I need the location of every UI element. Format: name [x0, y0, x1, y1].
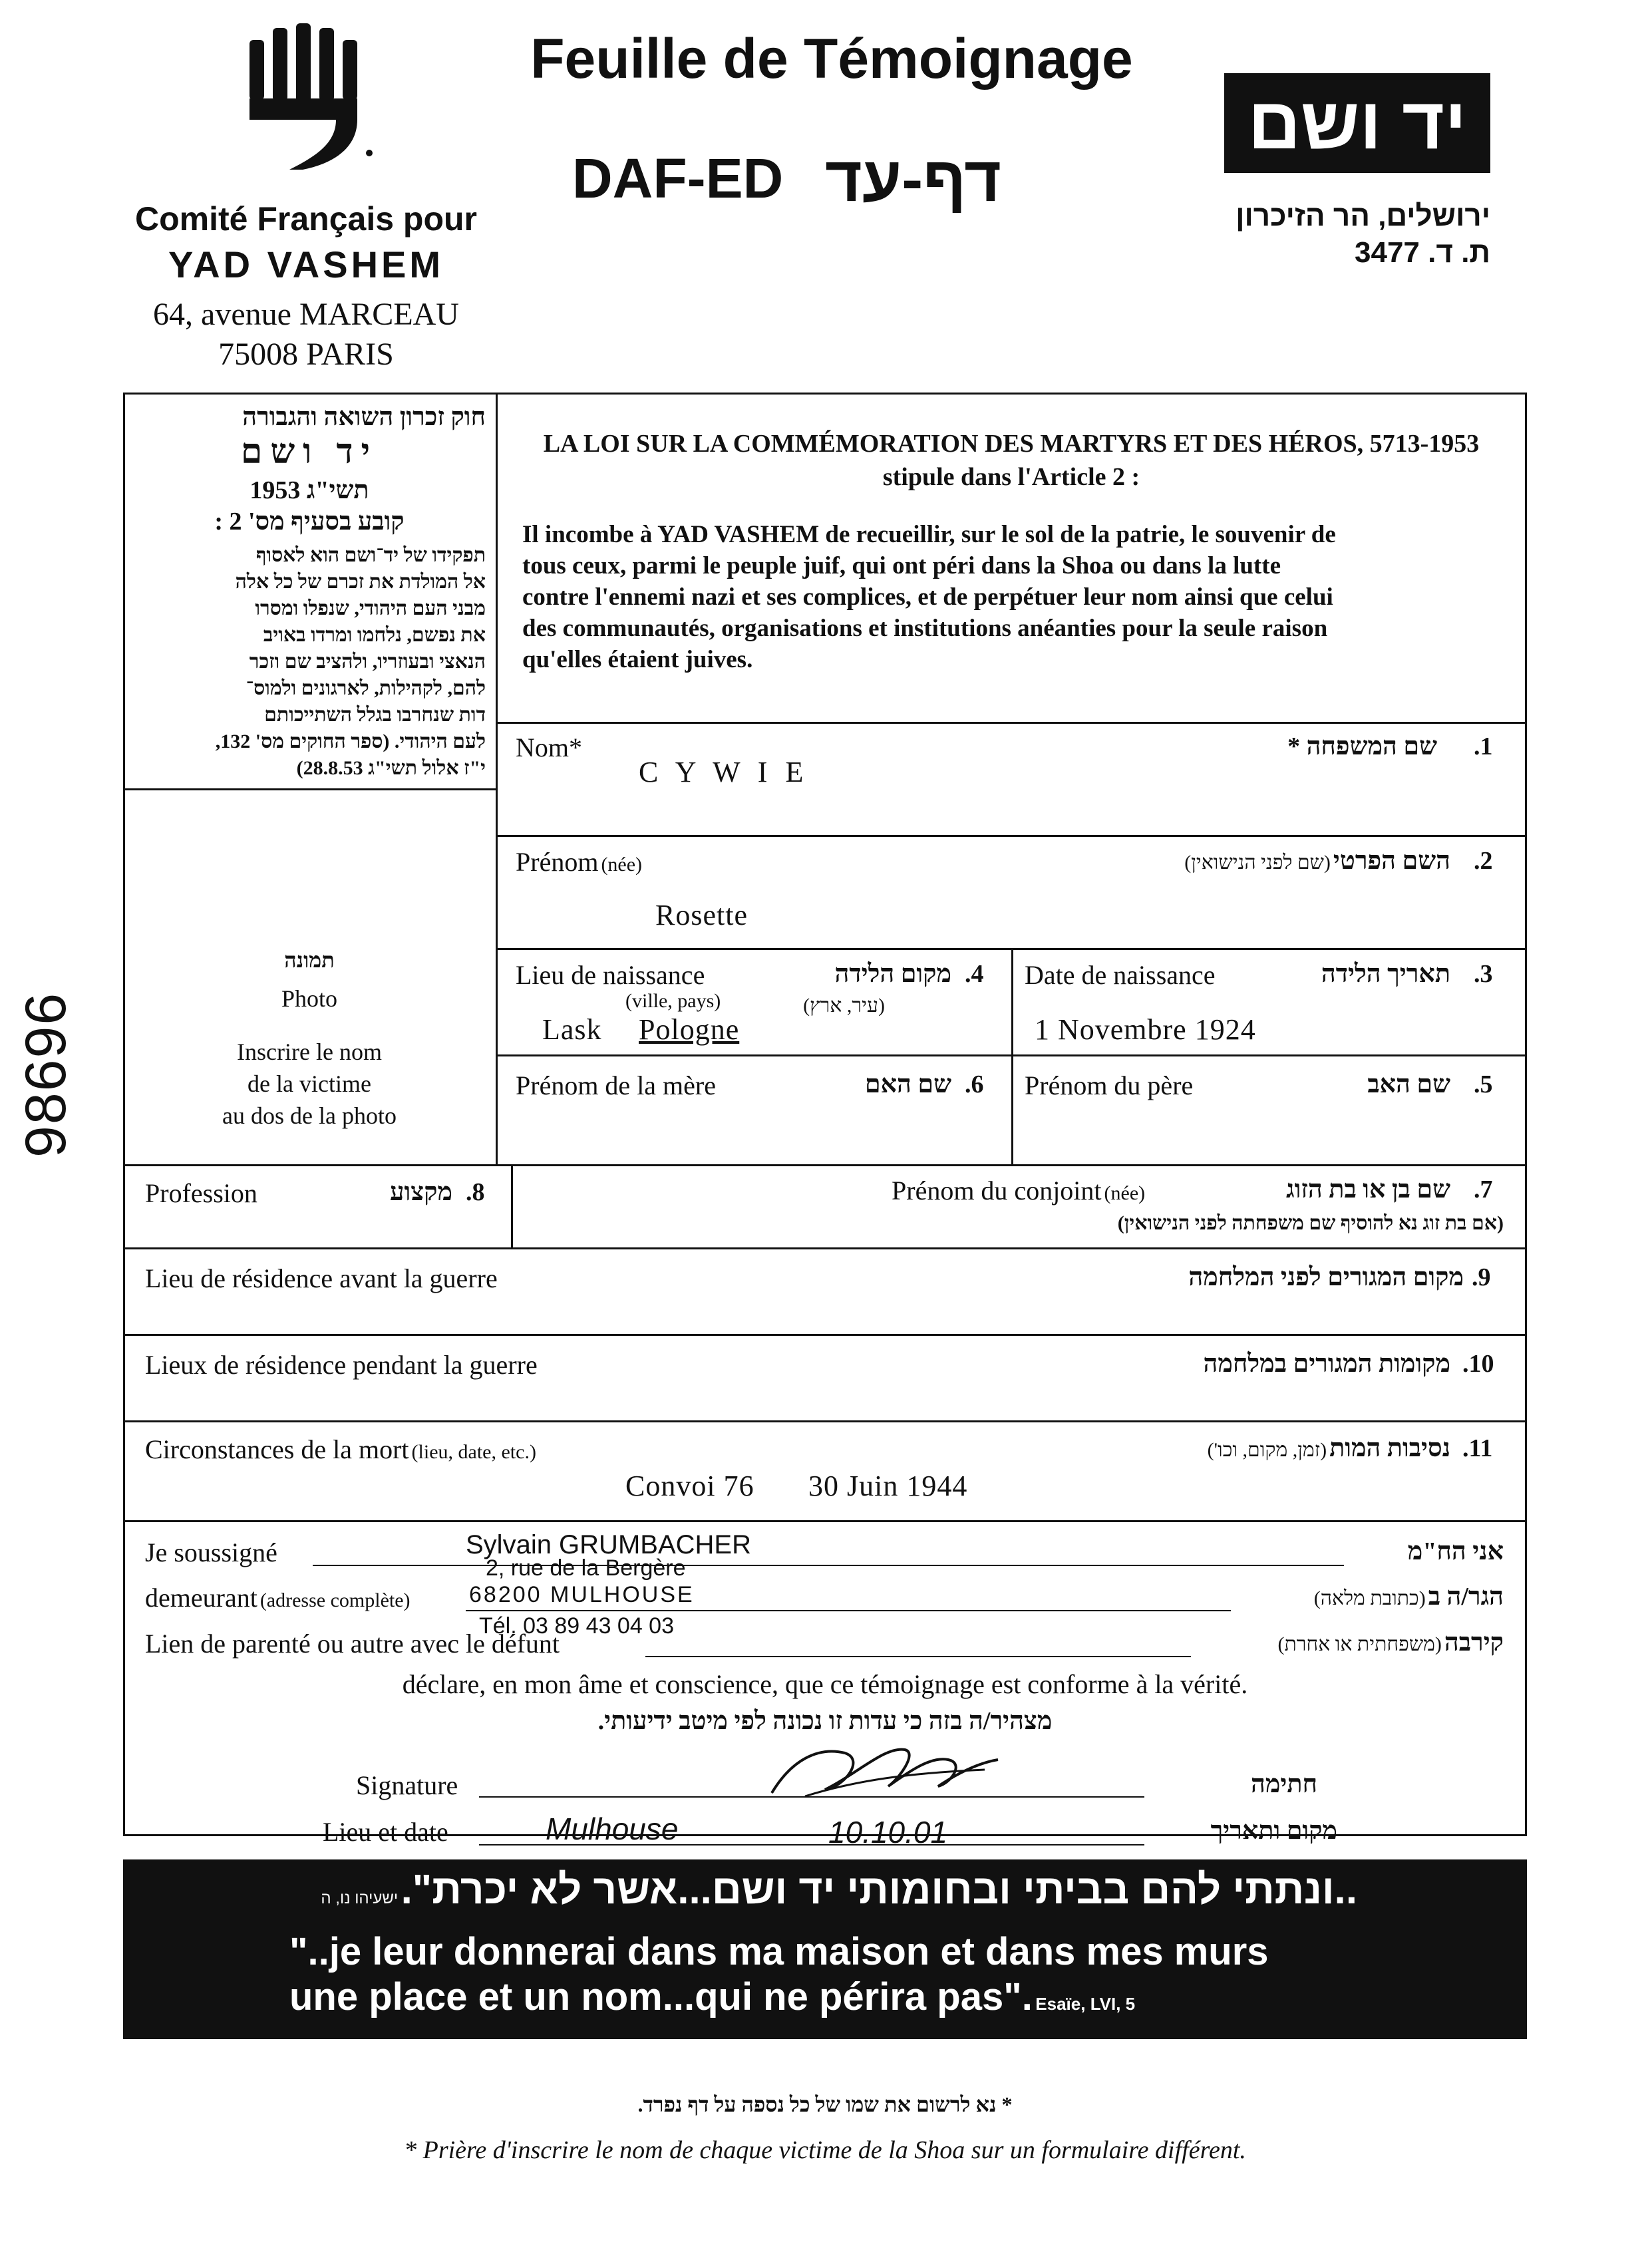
law-fr-title: LA LOI SUR LA COMMÉMORATION DES MARTYRS ET DES HÉROS, 5713-1953	[543, 430, 1480, 458]
yad-vashem-logo: יד ושם	[1224, 73, 1490, 173]
law-heb-title1: חוק זכרון השואה והגבורה	[242, 403, 486, 431]
lieu-date-label: Lieu et date	[323, 1817, 448, 1847]
prenom-num: .2	[1474, 847, 1493, 875]
demeurant-label: demeurant	[145, 1583, 257, 1613]
lieu-naissance-num: .4	[965, 960, 984, 988]
lieu-naissance-heb: מקום הלידה	[834, 960, 951, 988]
demeurant-heb-small: (כתובת מלאה)	[1313, 1587, 1426, 1609]
banner-heb-ref: ישעיהו נו, ה	[321, 1889, 399, 1907]
form-subtitle-latin: DAF-ED	[572, 147, 784, 210]
prenom-heb-group	[998, 846, 1450, 876]
prenom-pere-heb: שם האב	[1367, 1070, 1450, 1098]
declare-fr: déclare, en mon âme et conscience, que ce témoignage est conforme à la vérité.	[402, 1669, 1248, 1699]
lieu-naissance-city: Lask	[542, 1013, 602, 1046]
law-fr-stipule: stipule dans l'Article 2 :	[882, 463, 1140, 491]
footer-heb: * נא לרשום את שמו של כל נספה על דף נפרד.	[637, 2092, 1013, 2116]
lieu-naissance-heb-small: (עיר, ארץ)	[803, 995, 885, 1017]
law-heb-stipule: קובע בסעיף מס' 2 :	[214, 508, 405, 536]
declarant-place: Mulhouse	[546, 1812, 679, 1846]
circonstances-label-group	[145, 1434, 536, 1465]
form-subtitle-hebrew: דף-עד	[825, 144, 1001, 215]
form-title: Feuille de Témoignage	[530, 27, 1133, 90]
law-heb-title2: יד ושם	[240, 433, 379, 471]
circonstances-label: Circonstances de la mort	[145, 1434, 409, 1464]
prenom-label: Prénom	[516, 847, 599, 877]
conjoint-label-small: (née)	[1104, 1182, 1146, 1204]
prenom-mere-label: Prénom de la mère	[516, 1070, 716, 1100]
lieu-naissance-label: Lieu de naissance	[516, 960, 705, 990]
nom-heb: שם המשפחה *	[1287, 732, 1437, 760]
demeurant-label-group	[145, 1582, 411, 1613]
lien-heb-small: (משפחתית או אחרת)	[1277, 1633, 1442, 1655]
lien-heb: קירבה	[1444, 1629, 1504, 1657]
menorah-logo-icon	[236, 20, 383, 173]
demeurant-heb-group	[1238, 1582, 1504, 1611]
signature-label: Signature	[356, 1770, 458, 1800]
conjoint-num: .7	[1474, 1176, 1493, 1203]
prenom-mere-heb: שם האם	[864, 1070, 951, 1098]
photo-instr3: au dos de la photo	[222, 1102, 397, 1129]
law-fr-body: Il incombe à YAD VASHEM de recueillir, sur le sol de la patrie, le souvenir de tous ceux, parmi le peuple juif, qui ont péri dans la Shoa ou dans la lutte contre l'ennemi nazi et ses complices, et de perpétuer leur nom ainsi que celui des communautés, organisations et institutions anéanties pour la seule raison qu'elles étaient juives.	[522, 521, 1336, 673]
jerusalem-line1: ירושלים, הר הזיכרון	[1236, 200, 1490, 232]
margin-note: 98696	[14, 991, 78, 1158]
profession-num: .8	[466, 1178, 485, 1206]
banner-fr-line2-group	[289, 1975, 1135, 2019]
prenom-heb-small: (שם לפני הנישואין)	[1184, 852, 1331, 874]
nom-num: .1	[1474, 732, 1493, 760]
circonstances-heb-small: (זמן, מקום, וכו')	[1207, 1439, 1327, 1461]
photo-heb: תמונה	[284, 948, 335, 972]
banner-fr-line1: "..je leur donnerai dans ma maison et dans mes murs	[289, 1930, 1269, 1973]
declare-heb: מצהיר/ה בזה כי עדות זו נכונה לפי מיטב ידיעותי.	[597, 1707, 1053, 1735]
residence-pendant-label: Lieux de résidence pendant la guerre	[145, 1350, 538, 1380]
prenom-label-small: (née)	[601, 854, 643, 876]
declarant-address-line2: 68200 MULHOUSE	[469, 1582, 695, 1607]
lien-heb-group	[1198, 1628, 1504, 1657]
prenom-mere-num: .6	[965, 1070, 984, 1098]
lieu-date-heb: מקום ותאריך	[1210, 1817, 1337, 1845]
circonstances-heb: נסיבות המות	[1329, 1434, 1450, 1462]
jerusalem-line2: ת. ד. 3477	[1355, 236, 1490, 269]
prenom-label-group	[516, 846, 642, 878]
residence-avant-heb: מקום המגורים לפני המלחמה	[1188, 1263, 1464, 1291]
circonstances-convoy: Convoi 76	[625, 1470, 754, 1502]
law-heb-body: תפקידו של יד־ושם הוא לאסוף אל המולדת את זכרם של כל אלה מבני העם היהודי, שנפלו ומסרו את נפשם, נלחמו ומרדו באויב הנאצי ובעוזריו, ולהציב שם וזכר להם, לקהילות, לארגונים ולמוס־ דות שנחרבו בגלל השתייכותם לעם היהודי. (ספר החוקים מס' 132, י"ז אלול תשי"ג 28.8.53)	[215, 544, 486, 779]
declarant-tel: Tél. 03 89 43 04 03	[479, 1613, 675, 1639]
lieu-naissance-label-small: (ville, pays)	[625, 990, 721, 1012]
conjoint-label: Prénom du conjoint	[892, 1176, 1102, 1205]
circonstances-label-small: (lieu, date, etc.)	[411, 1441, 536, 1463]
banner-fr-line2: une place et un nom...qui ne périra pas".	[289, 1975, 1033, 2018]
photo-instr1: Inscrire le nom	[237, 1039, 382, 1065]
date-naissance-heb: תאריך הלידה	[1321, 960, 1450, 988]
je-soussigne-heb: אני הח"מ	[1407, 1537, 1504, 1565]
banner-fr-ref: Esaïe, LVI, 5	[1035, 1994, 1136, 2014]
footer-fr: * Prière d'inscrire le nom de chaque victime de la Shoa sur un formulaire différent.	[404, 2136, 1246, 2164]
lieu-naissance-country: Pologne	[639, 1013, 740, 1046]
residence-pendant-heb: מקומות המגורים במלחמה	[1203, 1350, 1450, 1378]
prenom-heb: השם הפרטי	[1333, 847, 1450, 875]
signature-scribble-icon	[765, 1733, 1005, 1806]
lien-label: Lien de parenté ou autre avec le défunt	[145, 1629, 560, 1659]
photo-label: Photo	[281, 985, 338, 1012]
conjoint-heb: שם בן או בת הזוג	[1286, 1176, 1450, 1203]
conjoint-heb-small: (אם בת זוג נא להוסיף שם משפחתה לפני הנישואין)	[1117, 1212, 1504, 1234]
declarant-date: 10.10.01	[828, 1815, 948, 1849]
photo-instr2: de la victime	[248, 1070, 371, 1097]
conjoint-label-group	[892, 1175, 1145, 1206]
residence-avant-num: .9	[1472, 1263, 1491, 1291]
signature-heb: חתימה	[1250, 1770, 1317, 1798]
declarant-address-line1: 2, rue de la Bergère	[486, 1555, 686, 1581]
date-naissance-value: 1 Novembre 1924	[1035, 1013, 1256, 1046]
banner-heb-line	[293, 1866, 1357, 1913]
declarant-name: Sylvain GRUMBACHER	[466, 1530, 751, 1559]
nom-label: Nom*	[516, 732, 582, 762]
banner-heb-quote: ..ונתתי להם בביתי ובחומותי יד ושם...אשר לא יכרת".	[401, 1867, 1357, 1913]
date-naissance-label: Date de naissance	[1025, 960, 1216, 990]
law-heb-year: תשי"ג 1953	[249, 476, 369, 504]
residence-pendant-num: .10	[1462, 1350, 1494, 1378]
address-line1: 64, avenue MARCEAU	[153, 297, 459, 332]
nom-value: C Y W I E	[639, 756, 809, 788]
circonstances-num: .11	[1462, 1434, 1493, 1462]
prenom-pere-num: .5	[1474, 1070, 1493, 1098]
date-naissance-num: .3	[1474, 960, 1493, 988]
address-line2: 75008 PARIS	[218, 337, 394, 372]
residence-avant-label: Lieu de résidence avant la guerre	[145, 1263, 498, 1293]
demeurant-heb: הגר/ה ב	[1428, 1583, 1504, 1611]
committee-line1: Comité Français pour	[135, 200, 477, 238]
committee-line2: YAD VASHEM	[168, 243, 444, 285]
circonstances-heb-group	[1065, 1434, 1450, 1463]
je-soussigne-label: Je soussigné	[145, 1537, 277, 1567]
circonstances-date: 30 Juin 1944	[808, 1470, 968, 1502]
demeurant-label-small: (adresse complète)	[259, 1589, 411, 1611]
prenom-value: Rosette	[655, 899, 748, 931]
profession-heb: מקצוע	[390, 1178, 452, 1206]
profession-label: Profession	[145, 1178, 257, 1208]
prenom-pere-label: Prénom du père	[1025, 1070, 1194, 1100]
